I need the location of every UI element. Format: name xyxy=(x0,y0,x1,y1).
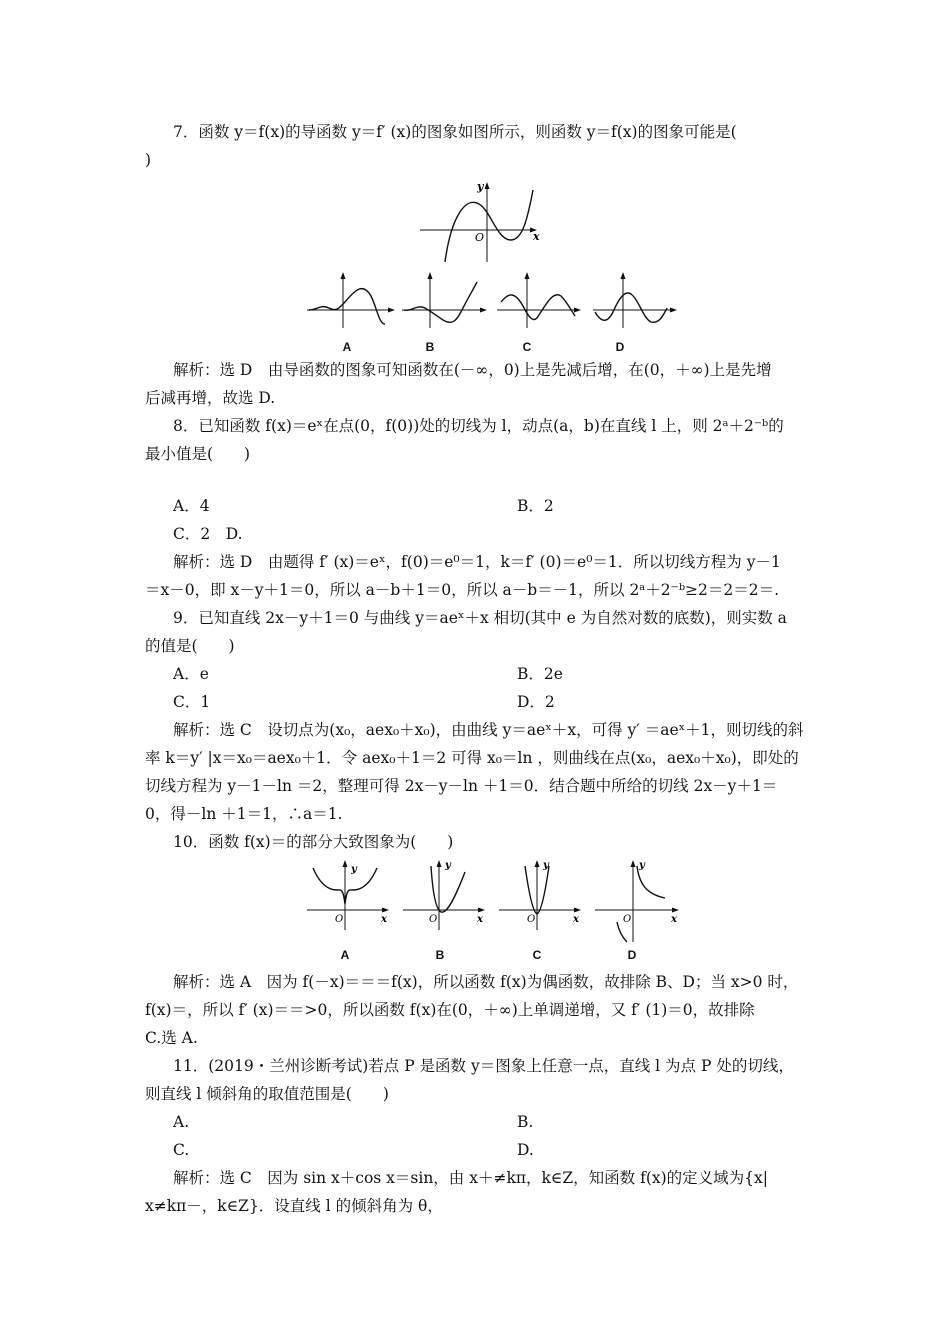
svg-text:y: y xyxy=(351,864,357,875)
svg-text:y: y xyxy=(543,860,549,871)
q7-label-c: C xyxy=(522,340,532,354)
svg-text:x: x xyxy=(477,914,483,925)
q9-stem-line1: 9．已知直线 2x－y＋1＝0 与曲线 y＝aeˣ＋x 相切(其中 e 为自然对数的底数)，则实数 a xyxy=(173,609,787,627)
q7-origin: O xyxy=(475,231,485,244)
q7-axis-y: y xyxy=(477,180,484,193)
q7-option-graphs xyxy=(305,268,685,332)
q9-stem-line2: 的值是( ) xyxy=(145,637,235,655)
svg-text:O: O xyxy=(429,914,438,925)
q10-option-graphs xyxy=(305,858,685,950)
q8-solution-line2: ＝x－0，即 x－y＋1＝0，所以 a－b＋1＝0，所以 a－b＝－1，所以 2ᵃ＋2⁻ᵇ≥2＝2＝2＝. xyxy=(145,581,780,599)
q8-solution-line1: 解析：选 D 由题得 f′ (x)＝eˣ，f(0)＝e⁰＝1，k＝f′ (0)＝e⁰＝1．所以切线方程为 y－1 xyxy=(173,553,781,571)
q10-label-b: B xyxy=(435,948,445,962)
q9-option-a: A．e xyxy=(173,665,209,683)
q7-axis-x: x xyxy=(533,230,540,243)
q9-option-d: D．2 xyxy=(517,693,555,711)
q10-solution-line2: f(x)＝，所以 f′ (x)＝＝>0，所以函数 f(x)在(0，＋∞)上单调递增，又 f′ (1)＝0，故排除 xyxy=(145,1001,755,1019)
q10-stem: 10．函数 f(x)＝的部分大致图象为( ) xyxy=(173,833,454,851)
svg-text:y: y xyxy=(445,860,451,871)
q9-solution-line2: 率 k＝y′ |x＝x₀＝aex₀＋1．令 aex₀＋1＝2 可得 x₀＝ln ，则曲线在点(x₀，aex₀＋x₀)，即处的 xyxy=(145,749,799,767)
q8-option-cd: C．2 D. xyxy=(173,525,243,543)
svg-text:O: O xyxy=(623,914,632,925)
q11-option-a: A. xyxy=(173,1113,190,1131)
q8-stem-line2: 最小值是( ) xyxy=(145,445,251,463)
q7-label-b: B xyxy=(425,340,435,354)
q8-stem-line1: 8．已知函数 f(x)＝eˣ在点(0，f(0))处的切线为 l，动点(a，b)在直线 l 上，则 2ᵃ＋2⁻ᵇ的 xyxy=(173,417,784,435)
q11-solution-line1: 解析：选 C 因为 sin x＋cos x＝sin，由 x＋≠kπ，k∈Z，知函数 f(x)的定义域为{x| xyxy=(173,1169,769,1187)
q9-solution-line4: 0，得－ln ＋1＝1，∴a＝1. xyxy=(145,805,343,823)
svg-text:O: O xyxy=(527,914,536,925)
svg-text:x: x xyxy=(671,914,677,925)
q7-derivative-graph xyxy=(415,178,545,264)
q10-solution-line3: C.选 A. xyxy=(145,1029,198,1047)
q9-solution-line3: 切线方程为 y－1－ln ＝2，整理可得 2x－y－ln ＋1＝0．结合题中所给的切线 2x－y＋1＝ xyxy=(145,777,778,795)
q7-stem-line1: 7．函数 y＝f(x)的导函数 y＝f′ (x)的图象如图所示，则函数 y＝f(x)的图象可能是( xyxy=(173,123,737,141)
svg-text:y: y xyxy=(639,860,645,871)
q11-stem-line2: 则直线 l 倾斜角的取值范围是( ) xyxy=(145,1085,389,1103)
q11-option-c: C. xyxy=(173,1141,190,1159)
q7-solution-line2: 后减再增，故选 D. xyxy=(145,389,276,407)
q10-solution-line1: 解析：选 A 因为 f(－x)＝＝＝f(x)，所以函数 f(x)为偶函数，故排除 B、D；当 x>0 时， xyxy=(173,973,799,991)
q9-option-c: C．1 xyxy=(173,693,211,711)
q10-label-c: C xyxy=(532,948,542,962)
q8-option-a: A．4 xyxy=(173,497,210,515)
q11-option-b: B. xyxy=(517,1113,534,1131)
q11-solution-line2: x≠kπ－，k∈Z}．设直线 l 的倾斜角为 θ， xyxy=(145,1197,443,1215)
q7-label-a: A xyxy=(342,340,352,354)
q7-stem-line2: ) xyxy=(145,151,152,169)
q7-solution-line1: 解析：选 D 由导函数的图象可知函数在(－∞，0)上是先减后增，在(0，＋∞)上是先增 xyxy=(173,361,772,379)
svg-text:x: x xyxy=(573,914,579,925)
q9-solution-line1: 解析：选 C 设切点为(x₀，aex₀＋x₀)，由曲线 y＝aeˣ＋x，可得 y′ ＝aeˣ＋1，则切线的斜 xyxy=(173,721,804,739)
svg-text:O: O xyxy=(335,914,344,925)
q11-stem-line1: 11．(2019・兰州诊断考试)若点 P 是函数 y＝图象上任意一点，直线 l 为点 P 处的切线， xyxy=(173,1057,794,1075)
q7-label-d: D xyxy=(615,340,625,354)
q9-option-b: B．2e xyxy=(517,665,563,683)
q10-label-d: D xyxy=(627,948,637,962)
q10-label-a: A xyxy=(340,948,350,962)
q11-option-d: D. xyxy=(517,1141,534,1159)
svg-text:x: x xyxy=(381,914,387,925)
q8-option-b: B．2 xyxy=(517,497,554,515)
